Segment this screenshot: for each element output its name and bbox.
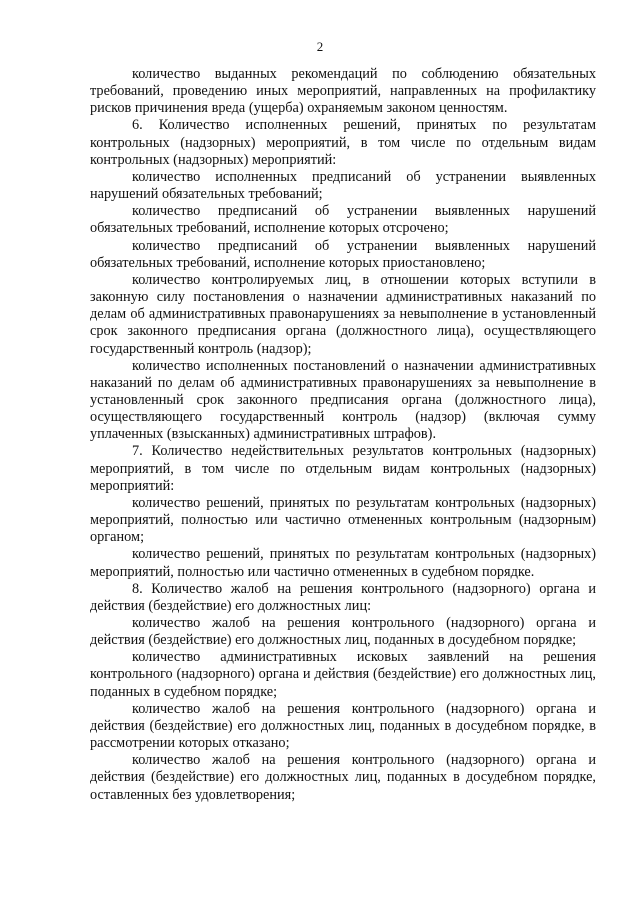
paragraph-recommendations-count: количество выданных рекомендаций по соблюдению обязательных требований, проведению иных мероприятий, направленных на профилактику рисков причинения вреда (ущерба) охраняемым законом ценностям. [90,66,596,117]
paragraph-item-6-executed-decisions: 6. Количество исполненных решений, принятых по результатам контрольных (надзорных) мероприятий, в том числе по отдельным видам контрольных (надзорных) мероприятий: [90,117,596,168]
paragraph-decisions-cancelled-by-court: количество решений, принятых по результатам контрольных (надзорных) мероприятий, полностью или частично отмененных в судебном порядке. [90,546,596,580]
paragraph-executed-penalty-rulings: количество исполненных постановлений о назначении административных наказаний по делам об административных правонарушениях за невыполнение в установленный срок законного предписания органа (должностного лица), осуществляющего государственный контроль (надзор) (включая сумму уплаченных (взысканных) административных штрафов). [90,357,596,443]
page-number: 2 [316,39,324,54]
document-body [90,66,596,804]
paragraph-controlled-persons-penalties: количество контролируемых лиц, в отношении которых вступили в законную силу постановления о назначении административных наказаний по делам об административных правонарушениях за невыполнение в установленный срок законного предписания органа (должностного лица), осуществляющего государственный контроль (надзор); [90,271,596,357]
paragraph-deferred-orders: количество предписаний об устранении выявленных нарушений обязательных требований, исполнение которых отсрочено; [90,203,596,237]
paragraph-court-claims: количество административных исковых заявлений на решения контрольного (надзорного) органа и действия (бездействие) его должностных лиц, поданных в судебном порядке; [90,649,596,700]
paragraph-decisions-cancelled-by-authority: количество решений, принятых по результатам контрольных (надзорных) мероприятий, полностью или частично отмененных контрольным (надзорным) органом; [90,494,596,546]
paragraph-suspended-orders: количество предписаний об устранении выявленных нарушений обязательных требований, исполнение которых приостановлено; [90,237,596,271]
paragraph-complaints-refused: количество жалоб на решения контрольного (надзорного) органа и действия (бездействие) его должностных лиц, поданных в досудебном порядке, в рассмотрении которых отказано; [90,700,596,752]
paragraph-item-8-complaints: 8. Количество жалоб на решения контрольного (надзорного) органа и действия (бездействие) его должностных лиц: [90,580,596,614]
paragraph-complaints-unsatisfied: количество жалоб на решения контрольного (надзорного) органа и действия (бездействие) его должностных лиц, поданных в досудебном порядке, оставленных без удовлетворения; [90,752,596,803]
paragraph-pretrial-complaints: количество жалоб на решения контрольного (надзорного) органа и действия (бездействие) его должностных лиц, поданных в досудебном порядке; [90,615,596,649]
paragraph-item-7-invalid-results: 7. Количество недействительных результатов контрольных (надзорных) мероприятий, в том числе по отдельным видам контрольных (надзорных) мероприятий: [90,443,596,494]
paragraph-executed-orders: количество исполненных предписаний об устранении выявленных нарушений обязательных требований; [90,168,596,203]
